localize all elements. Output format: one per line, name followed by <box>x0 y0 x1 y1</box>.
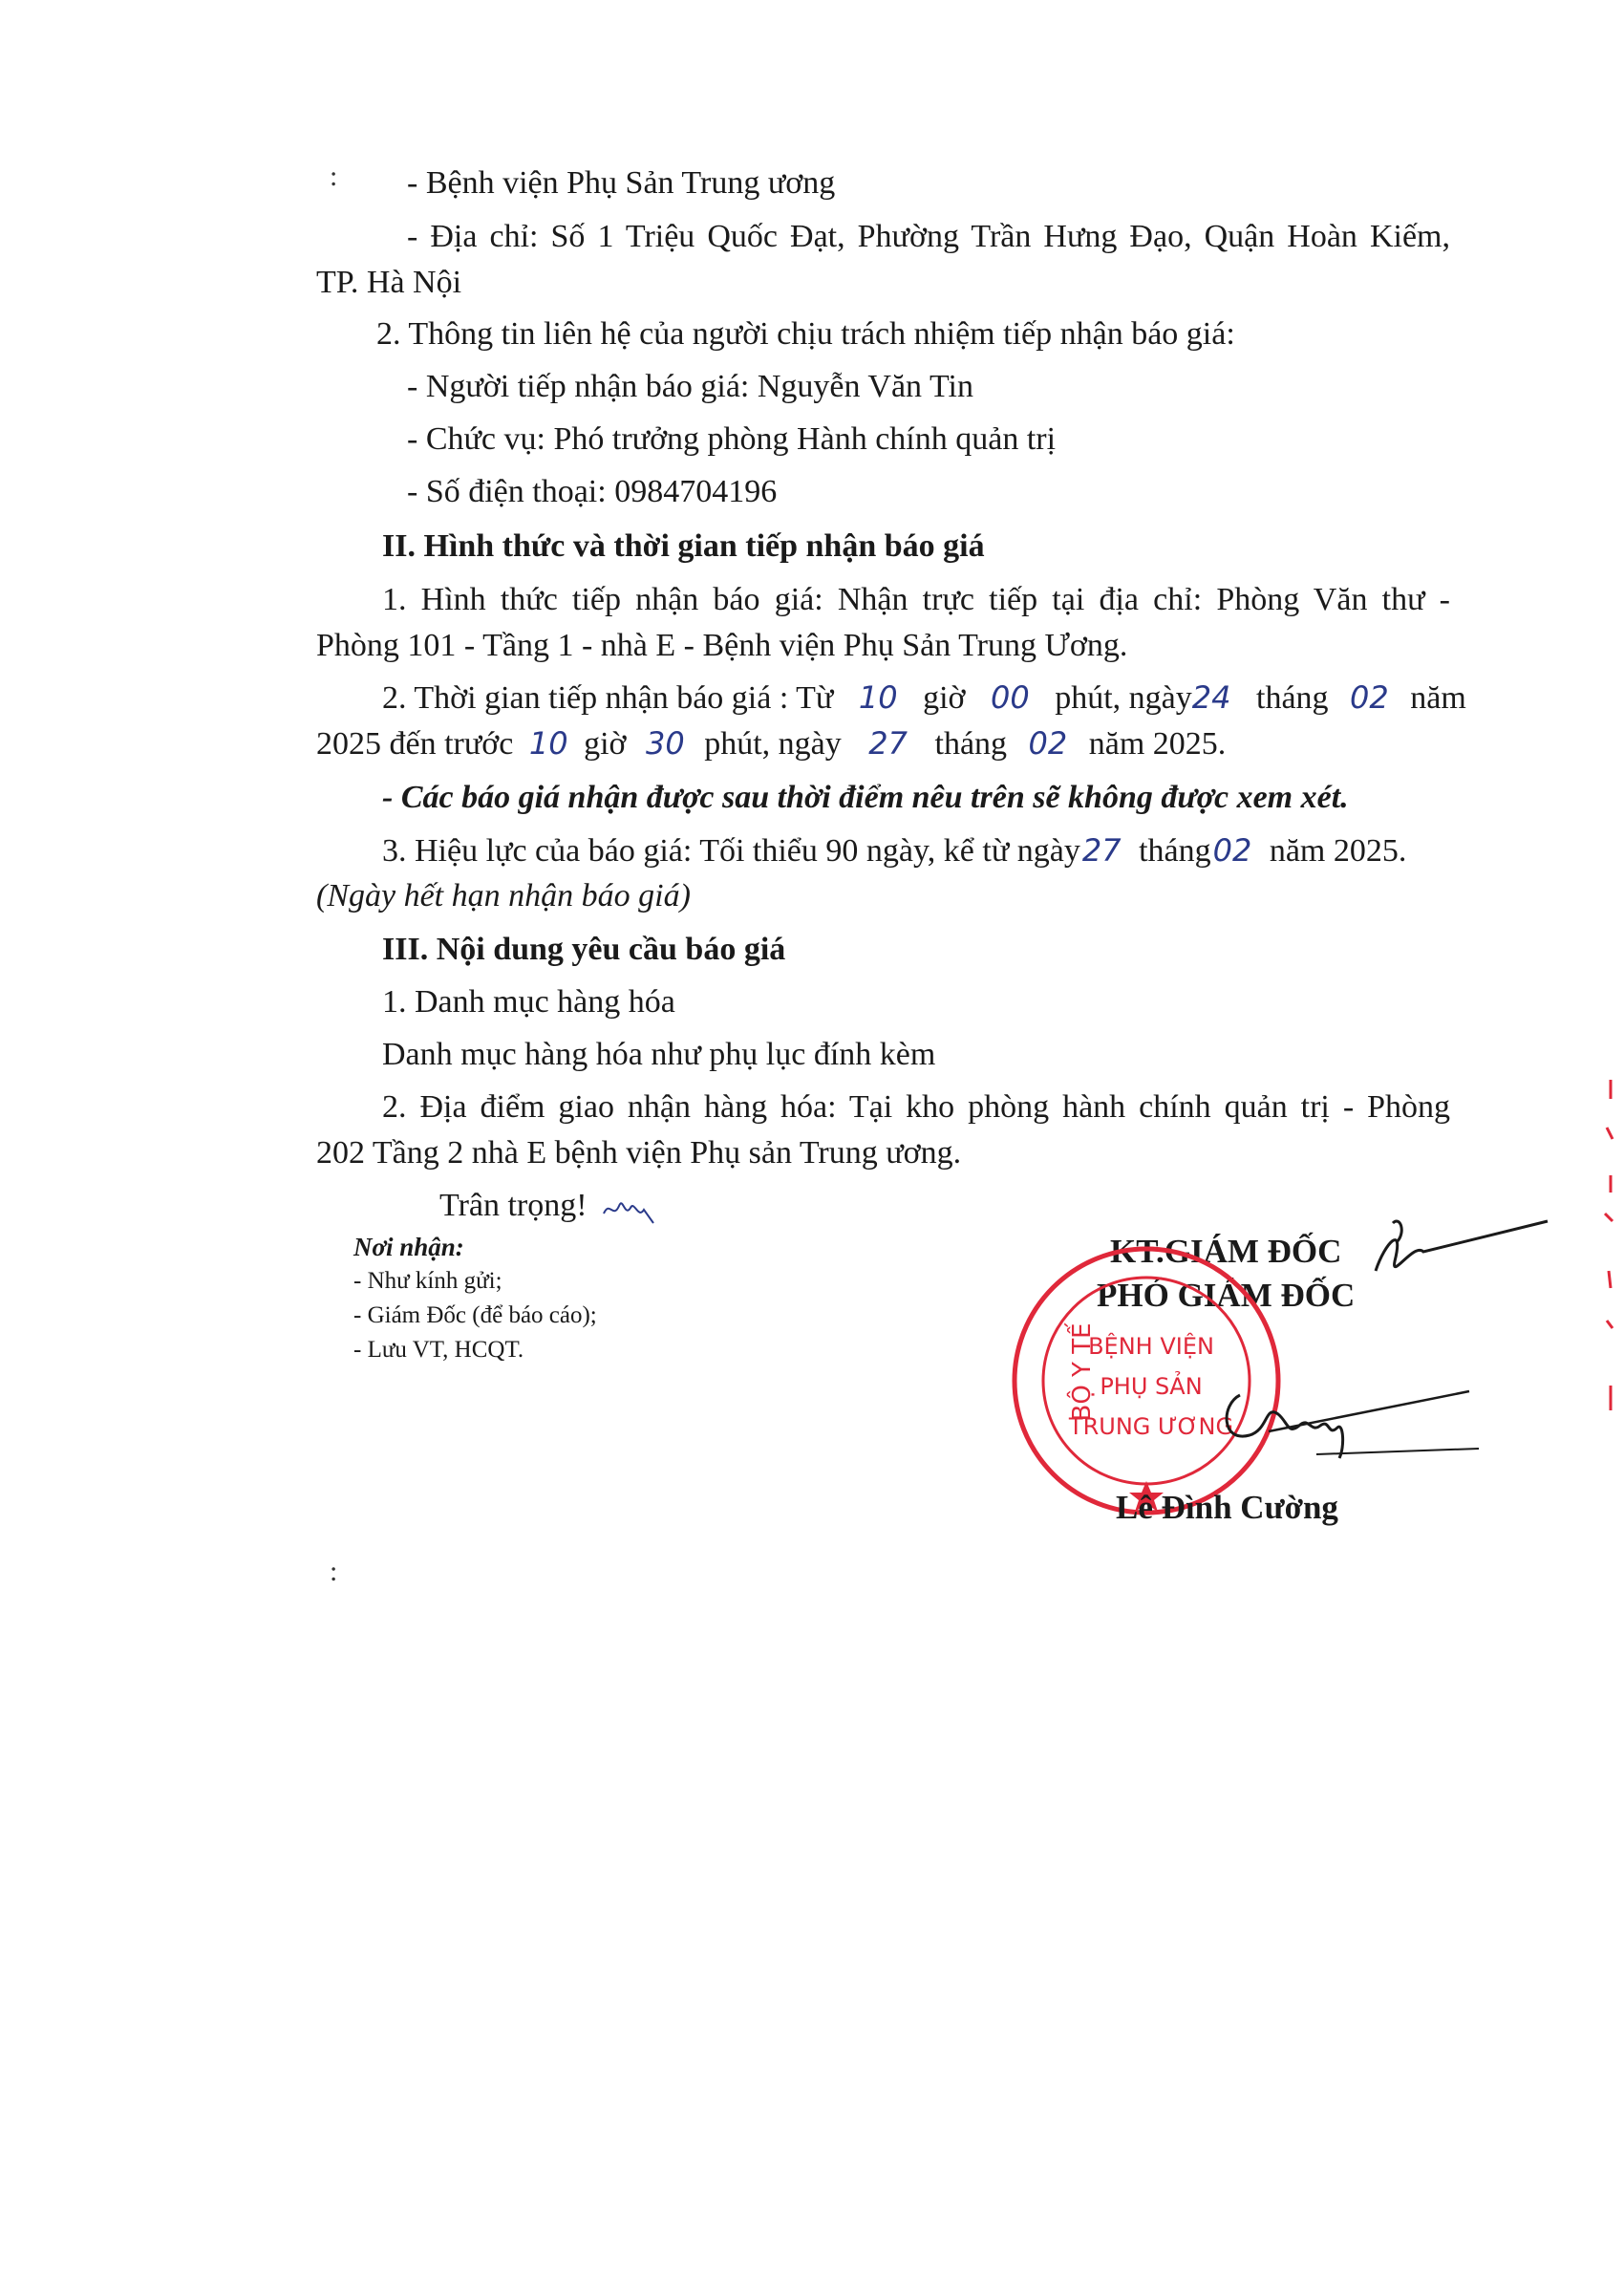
text-segment: 3. Hiệu lực của báo giá: Tối thiểu 90 ngày, kể từ ngày <box>382 833 1080 869</box>
signature-title-1: KT.GIÁM ĐỐC <box>1110 1233 1342 1270</box>
handwritten-day: 27 <box>868 725 908 762</box>
text-segment: tháng <box>1256 680 1329 716</box>
stamp-line: BỆNH VIỆN <box>1088 1333 1214 1360</box>
closing-text: Trân trọng! <box>439 1188 588 1223</box>
recipients-item: - Giám Đốc (để báo cáo); <box>353 1302 597 1328</box>
contact-position: - Chức vụ: Phó trưởng phòng Hành chính quản trị <box>407 421 1057 457</box>
text-segment: năm <box>1410 680 1466 716</box>
handwritten-hour: 10 <box>528 725 568 762</box>
text-segment: tháng <box>934 726 1008 762</box>
recipients-title: Nơi nhận: <box>353 1233 464 1261</box>
section-2-item-3-note: (Ngày hết hạn nhận báo giá) <box>316 878 691 913</box>
stamp-line: TRUNG ƯƠNG <box>1068 1413 1234 1440</box>
recipients-item: - Lưu VT, HCQT. <box>353 1337 524 1363</box>
recipients-item: - Như kính gửi; <box>353 1268 502 1294</box>
text-segment: 2. Thời gian tiếp nhận báo giá : Từ <box>382 680 834 716</box>
handwritten-month: 02 <box>1212 832 1252 869</box>
text-segment: tháng <box>1139 833 1211 869</box>
section-3-item-2-line-2: 202 Tầng 2 nhà E bệnh viện Phụ sản Trung ương. <box>316 1135 962 1171</box>
initial-signature <box>1366 1204 1557 1290</box>
section-2-item-2-line-2 <box>316 724 1226 763</box>
margin-mark: : <box>330 1556 338 1587</box>
svg-text:BỘ Y TẾ: BỘ Y TẾ <box>1068 1322 1097 1422</box>
text-segment: phút, ngày <box>704 726 842 762</box>
signature <box>1211 1366 1488 1481</box>
contact-heading: 2. Thông tin liên hệ của người chịu trách nhiệm tiếp nhận báo giá: <box>376 316 1235 352</box>
handwritten-month: 02 <box>1028 725 1068 762</box>
section-2-heading: II. Hình thức và thời gian tiếp nhận báo giá <box>382 528 985 564</box>
hospital-line: - Bệnh viện Phụ Sản Trung ương <box>407 165 836 201</box>
contact-person: - Người tiếp nhận báo giá: Nguyễn Văn Tin <box>407 369 973 404</box>
edge-stamp-fragment <box>1599 1070 1618 1433</box>
section-2-item-2-line-1 <box>382 678 1466 718</box>
text-segment: giờ <box>923 680 966 716</box>
handwritten-hour: 10 <box>858 679 898 716</box>
handwritten-minute: 00 <box>991 679 1030 716</box>
initial-scribble <box>600 1191 657 1225</box>
signature-title-2: PHÓ GIÁM ĐỐC <box>1097 1277 1356 1314</box>
section-2-item-3 <box>382 831 1406 870</box>
text-segment: năm 2025. <box>1269 833 1407 869</box>
handwritten-day: 24 <box>1191 679 1231 716</box>
contact-phone: - Số điện thoại: 0984704196 <box>407 474 778 509</box>
text-segment: 2025 đến trước <box>316 726 514 762</box>
section-3-item-2-line-1: 2. Địa điểm giao nhận hàng hóa: Tại kho phòng hành chính quản trị - Phòng <box>382 1089 1450 1125</box>
handwritten-minute: 30 <box>646 725 685 762</box>
section-3-item-1-text: Danh mục hàng hóa như phụ lục đính kèm <box>382 1037 936 1072</box>
text-segment: giờ <box>584 726 627 762</box>
section-2-note: - Các báo giá nhận được sau thời điểm nêu trên sẽ không được xem xét. <box>382 780 1349 815</box>
address-line-1: - Địa chỉ: Số 1 Triệu Quốc Đạt, Phường Trần Hưng Đạo, Quận Hoàn Kiếm, <box>407 219 1450 254</box>
handwritten-month: 02 <box>1350 679 1389 716</box>
margin-mark: : <box>330 161 338 192</box>
signer-name: Lê Đình Cường <box>1116 1489 1338 1526</box>
section-2-item-1-line-2: Phòng 101 - Tầng 1 - nhà E - Bệnh viện Phụ Sản Trung Ương. <box>316 628 1128 663</box>
address-line-2: TP. Hà Nội <box>316 265 462 300</box>
section-3-item-1: 1. Danh mục hàng hóa <box>382 984 675 1020</box>
section-2-item-1-line-1: 1. Hình thức tiếp nhận báo giá: Nhận trực tiếp tại địa chỉ: Phòng Văn thư - <box>382 582 1450 617</box>
section-3-heading: III. Nội dung yêu cầu báo giá <box>382 932 786 967</box>
text-segment: phút, ngày <box>1055 680 1192 716</box>
text-segment: năm 2025. <box>1088 726 1227 762</box>
stamp-line: PHỤ SẢN <box>1100 1373 1203 1400</box>
handwritten-day: 27 <box>1081 832 1122 869</box>
